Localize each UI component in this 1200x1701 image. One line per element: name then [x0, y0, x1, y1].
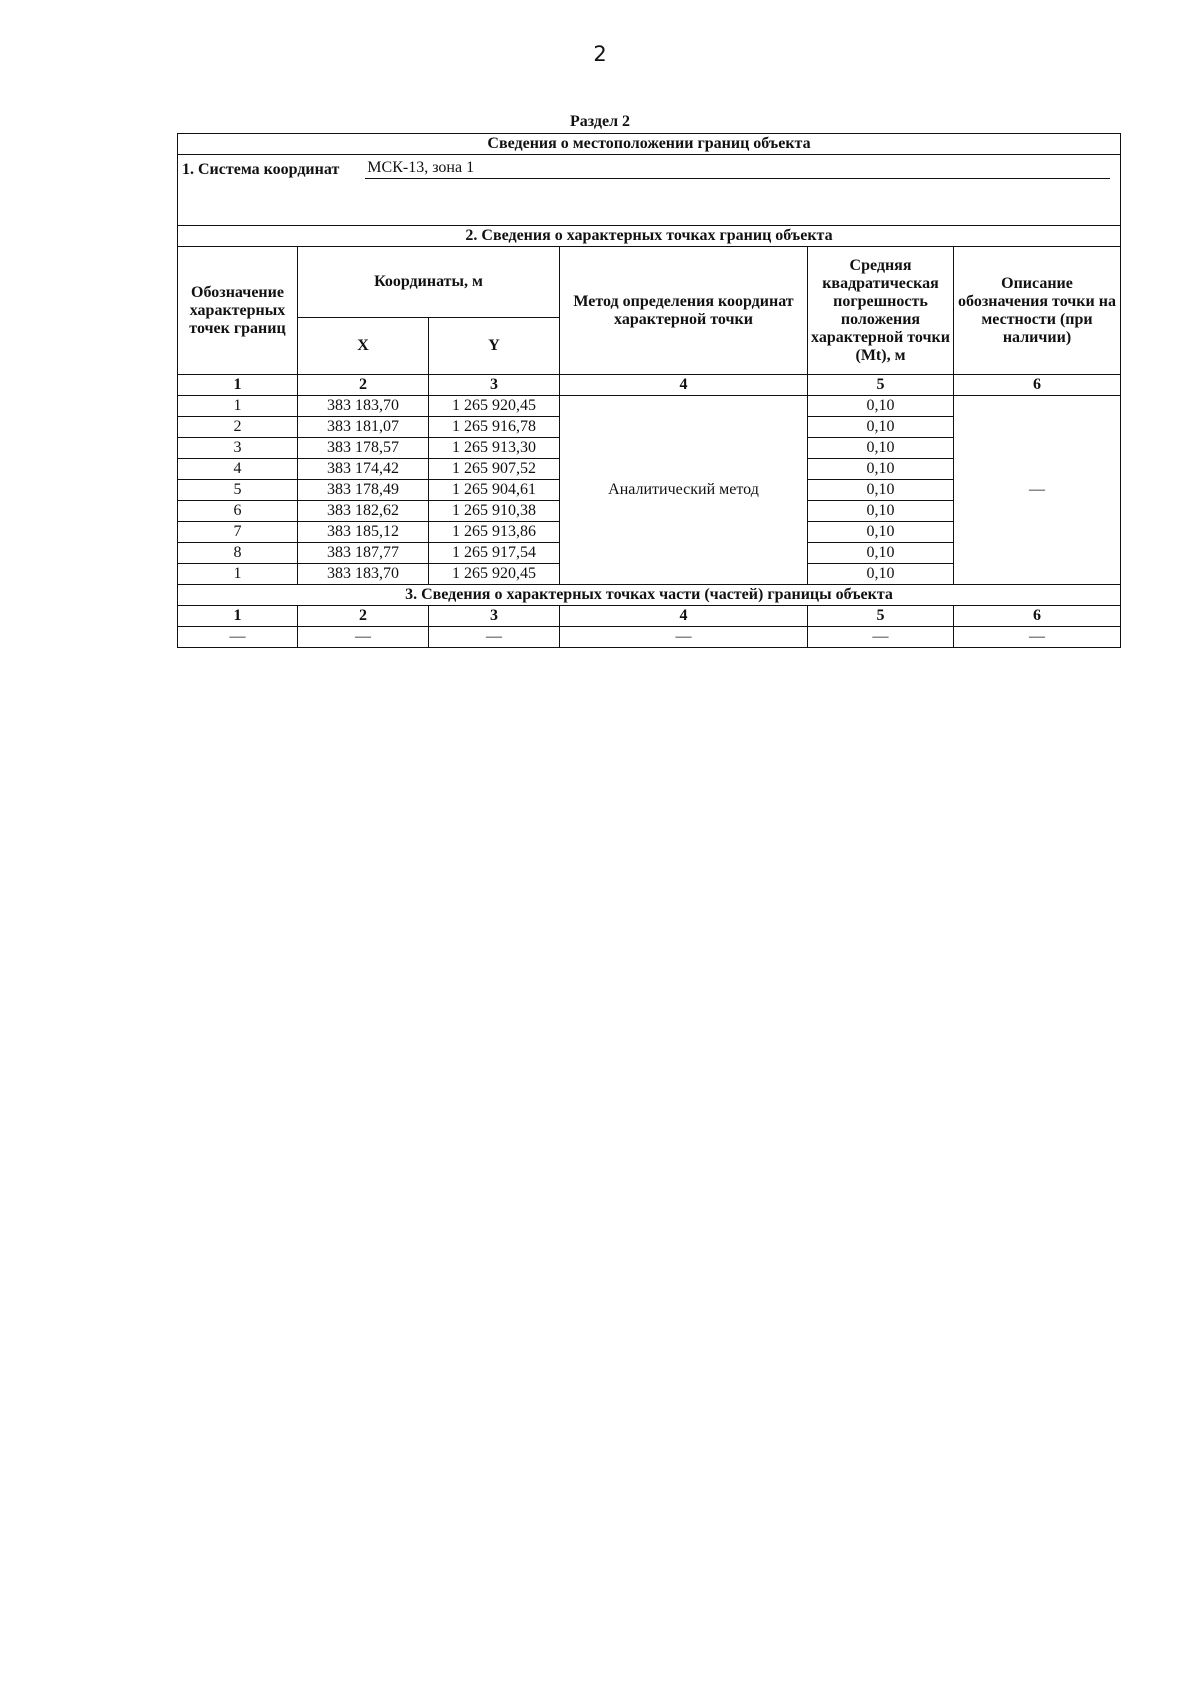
- column-number: 4: [560, 375, 808, 396]
- point-id-cell: 3: [178, 438, 298, 459]
- point-y-cell: 1 265 920,45: [429, 564, 560, 585]
- point-x-cell: 383 178,57: [298, 438, 429, 459]
- header-point: Обозначение характерных точек границ: [178, 247, 298, 375]
- section3-empty-row: [178, 627, 1121, 648]
- point-x-cell: 383 182,62: [298, 501, 429, 522]
- point-id-cell: 4: [178, 459, 298, 480]
- point-x-cell: 383 178,49: [298, 480, 429, 501]
- coord-system-cell: [178, 155, 1121, 226]
- empty-cell: —: [298, 627, 429, 648]
- point-error-cell: 0,10: [808, 438, 954, 459]
- point-error-cell: 0,10: [808, 564, 954, 585]
- column-number: 2: [298, 606, 429, 627]
- point-y-cell: 1 265 920,45: [429, 396, 560, 417]
- point-error-cell: 0,10: [808, 480, 954, 501]
- empty-cell: —: [808, 627, 954, 648]
- section3-column-numbers-row: [178, 606, 1121, 627]
- point-id-cell: 1: [178, 564, 298, 585]
- point-x-cell: 383 183,70: [298, 564, 429, 585]
- column-number: 6: [954, 375, 1121, 396]
- header-description: Описание обозначения точки на местности (при наличии): [954, 247, 1121, 375]
- column-number: 1: [178, 375, 298, 396]
- column-number: 6: [954, 606, 1121, 627]
- point-error-cell: 0,10: [808, 396, 954, 417]
- point-error-cell: 0,10: [808, 459, 954, 480]
- empty-cell: —: [954, 627, 1121, 648]
- coord-system-value: МСК-13, зона 1: [365, 158, 1110, 179]
- header-method: Метод определения координат характерной точки: [560, 247, 808, 375]
- point-id-cell: 2: [178, 417, 298, 438]
- point-x-cell: 383 185,12: [298, 522, 429, 543]
- point-y-cell: 1 265 904,61: [429, 480, 560, 501]
- point-error-cell: 0,10: [808, 501, 954, 522]
- header-error: Средняя квадратическая погрешность положения характерной точки (Mt), м: [808, 247, 954, 375]
- point-x-cell: 383 174,42: [298, 459, 429, 480]
- coord-system-label: 1. Система координат: [182, 161, 340, 178]
- empty-cell: —: [560, 627, 808, 648]
- point-x-cell: 383 187,77: [298, 543, 429, 564]
- point-y-cell: 1 265 916,78: [429, 417, 560, 438]
- point-x-cell: 383 181,07: [298, 417, 429, 438]
- column-number: 3: [429, 606, 560, 627]
- table-row: [178, 396, 1121, 417]
- point-id-cell: 5: [178, 480, 298, 501]
- point-x-cell: 383 183,70: [298, 396, 429, 417]
- column-numbers-row: [178, 375, 1121, 396]
- boundary-table: [177, 133, 1121, 648]
- header-x: X: [298, 318, 429, 375]
- column-number: 1: [178, 606, 298, 627]
- point-id-cell: 7: [178, 522, 298, 543]
- point-y-cell: 1 265 913,30: [429, 438, 560, 459]
- method-cell: Аналитический метод: [560, 396, 808, 585]
- table-title: Сведения о местоположении границ объекта: [178, 134, 1121, 155]
- point-error-cell: 0,10: [808, 417, 954, 438]
- point-id-cell: 1: [178, 396, 298, 417]
- section3-title: 3. Сведения о характерных точках части (частей) границы объекта: [178, 585, 1121, 606]
- point-y-cell: 1 265 910,38: [429, 501, 560, 522]
- point-y-cell: 1 265 913,86: [429, 522, 560, 543]
- point-id-cell: 8: [178, 543, 298, 564]
- description-cell: —: [954, 396, 1121, 585]
- point-y-cell: 1 265 907,52: [429, 459, 560, 480]
- column-number: 5: [808, 606, 954, 627]
- column-number: 3: [429, 375, 560, 396]
- column-number: 5: [808, 375, 954, 396]
- point-error-cell: 0,10: [808, 522, 954, 543]
- point-y-cell: 1 265 917,54: [429, 543, 560, 564]
- column-number: 4: [560, 606, 808, 627]
- section2-title: 2. Сведения о характерных точках границ объекта: [178, 226, 1121, 247]
- section-title: Раздел 2: [569, 113, 631, 130]
- point-error-cell: 0,10: [808, 543, 954, 564]
- column-number: 2: [298, 375, 429, 396]
- header-coords: Координаты, м: [298, 247, 560, 318]
- empty-cell: —: [178, 627, 298, 648]
- empty-cell: —: [429, 627, 560, 648]
- point-id-cell: 6: [178, 501, 298, 522]
- header-y: Y: [429, 318, 560, 375]
- page-number: 2: [593, 42, 607, 66]
